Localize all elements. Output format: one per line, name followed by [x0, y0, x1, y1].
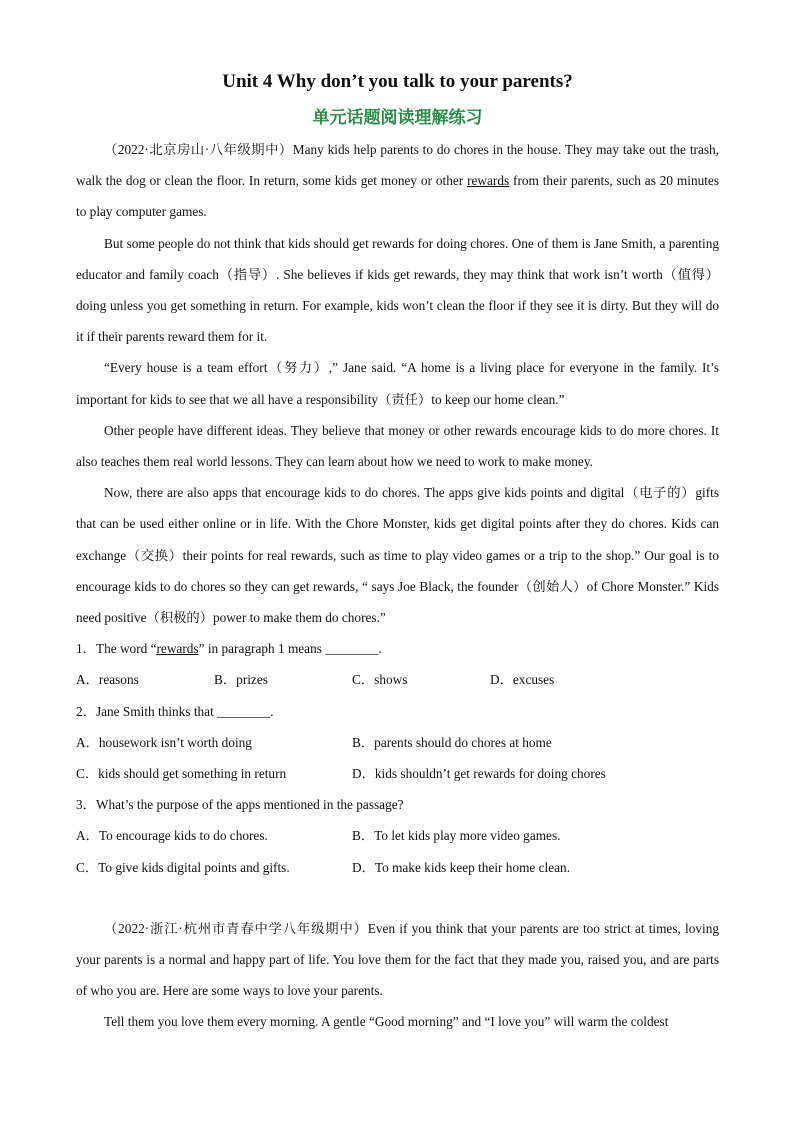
option-c: C．To give kids digital points and gifts. [76, 859, 290, 875]
underlined-word: rewards [156, 641, 199, 657]
option-c: C．shows [352, 672, 408, 688]
question-3: 3．What’s the purpose of the apps mentioned in the passage? [76, 797, 404, 813]
question-3-options-row-2 [76, 852, 719, 883]
option-a: A．housework isn’t worth doing [76, 734, 252, 750]
page-title: Unit 4 Why don’t you talk to your parents? [222, 71, 573, 92]
question-1-options [76, 664, 719, 695]
page-subtitle: 单元话题阅读理解练习 [312, 108, 483, 128]
source-tag: （2022·北京房山·八年级期中） [104, 142, 293, 157]
question-2-options-row-1 [76, 727, 719, 758]
question-2-options-row-2 [76, 758, 719, 789]
passage2-paragraph-2: Tell them you love them every morning. A gentle “Good morning” and “I love you” will warm the coldest [104, 1014, 669, 1030]
option-b: B．parents should do chores at home [352, 734, 552, 750]
option-d: D．excuses [490, 672, 555, 688]
source-tag: （2022·浙江·杭州市青春中学八年级期中） [104, 920, 368, 936]
option-d: D．To make kids keep their home clean. [352, 859, 571, 875]
passage1-paragraph-4: Other people have different ideas. They believe that money or other rewards encourage kids to do more chores. It also teaches them real world lessons. They can learn about how we need to work to make money. [76, 422, 719, 470]
option-b: B．To let kids play more video games. [352, 828, 561, 844]
passage1-paragraph-1: （2022·北京房山·八年级期中）Many kids help parents to do chores in the house. They may take out the trash, walk the dog or clean the floor. In return, some kids get money or other rewards from their parents, such as 20 minutes to play computer games. [76, 142, 720, 220]
option-c: C．kids should get something in return [76, 766, 287, 782]
option-d: D．kids shouldn’t get rewards for doing chores [352, 766, 606, 782]
question-1: 1．The word “rewards” in paragraph 1 means ________. [76, 641, 382, 657]
option-b: B．prizes [214, 672, 268, 688]
question-2: 2．Jane Smith thinks that ________. [76, 703, 274, 719]
option-a: A．To encourage kids to do chores. [76, 828, 268, 844]
passage2-paragraph-1: （2022·浙江·杭州市青春中学八年级期中）Even if you think that your parents are too strict at times, loving your parents is a normal and happy part of life. You love them for the fact that they made you, raised you, and are parts of who you are. Here are some ways to love your parents. [76, 920, 720, 999]
question-3-options-row-1 [76, 820, 719, 851]
passage1-paragraph-2: But some people do not think that kids should get rewards for doing chores. One of them is Jane Smith, a parenting educator and family coach（指导）. She believes if kids get rewards, they may think that work isn’t worth（值得）doing unless you get something in return. For example, kids won’t clean the floor if they see it is dirty. But they will do it if their parents reward them for it. [76, 235, 719, 345]
option-a: A．reasons [76, 672, 139, 688]
section-gap [76, 883, 719, 913]
underlined-word: rewards [467, 173, 510, 189]
passage1-paragraph-5: Now, there are also apps that encourage kids to do chores. The apps give kids points and digital（电子的）gifts that can be used either online or in life. With the Chore Monster, kids get digital points after they do chores. Kids can exchange（交换）their points for real rewards, such as time to play video games or a trip to the shop.” Our goal is to encourage kids to do chores so they can get rewards, “ says Joe Black, the founder（创始人）of Chore Monster.” Kids need positive（积极的）power to make them do chores.” [76, 485, 719, 626]
passage1-paragraph-3: “Every house is a team effort（努力）,” Jane said. “A home is a living place for everyone in the family. It’s important for kids to see that we all have a responsibility（责任）to keep our home clean.” [76, 360, 719, 407]
